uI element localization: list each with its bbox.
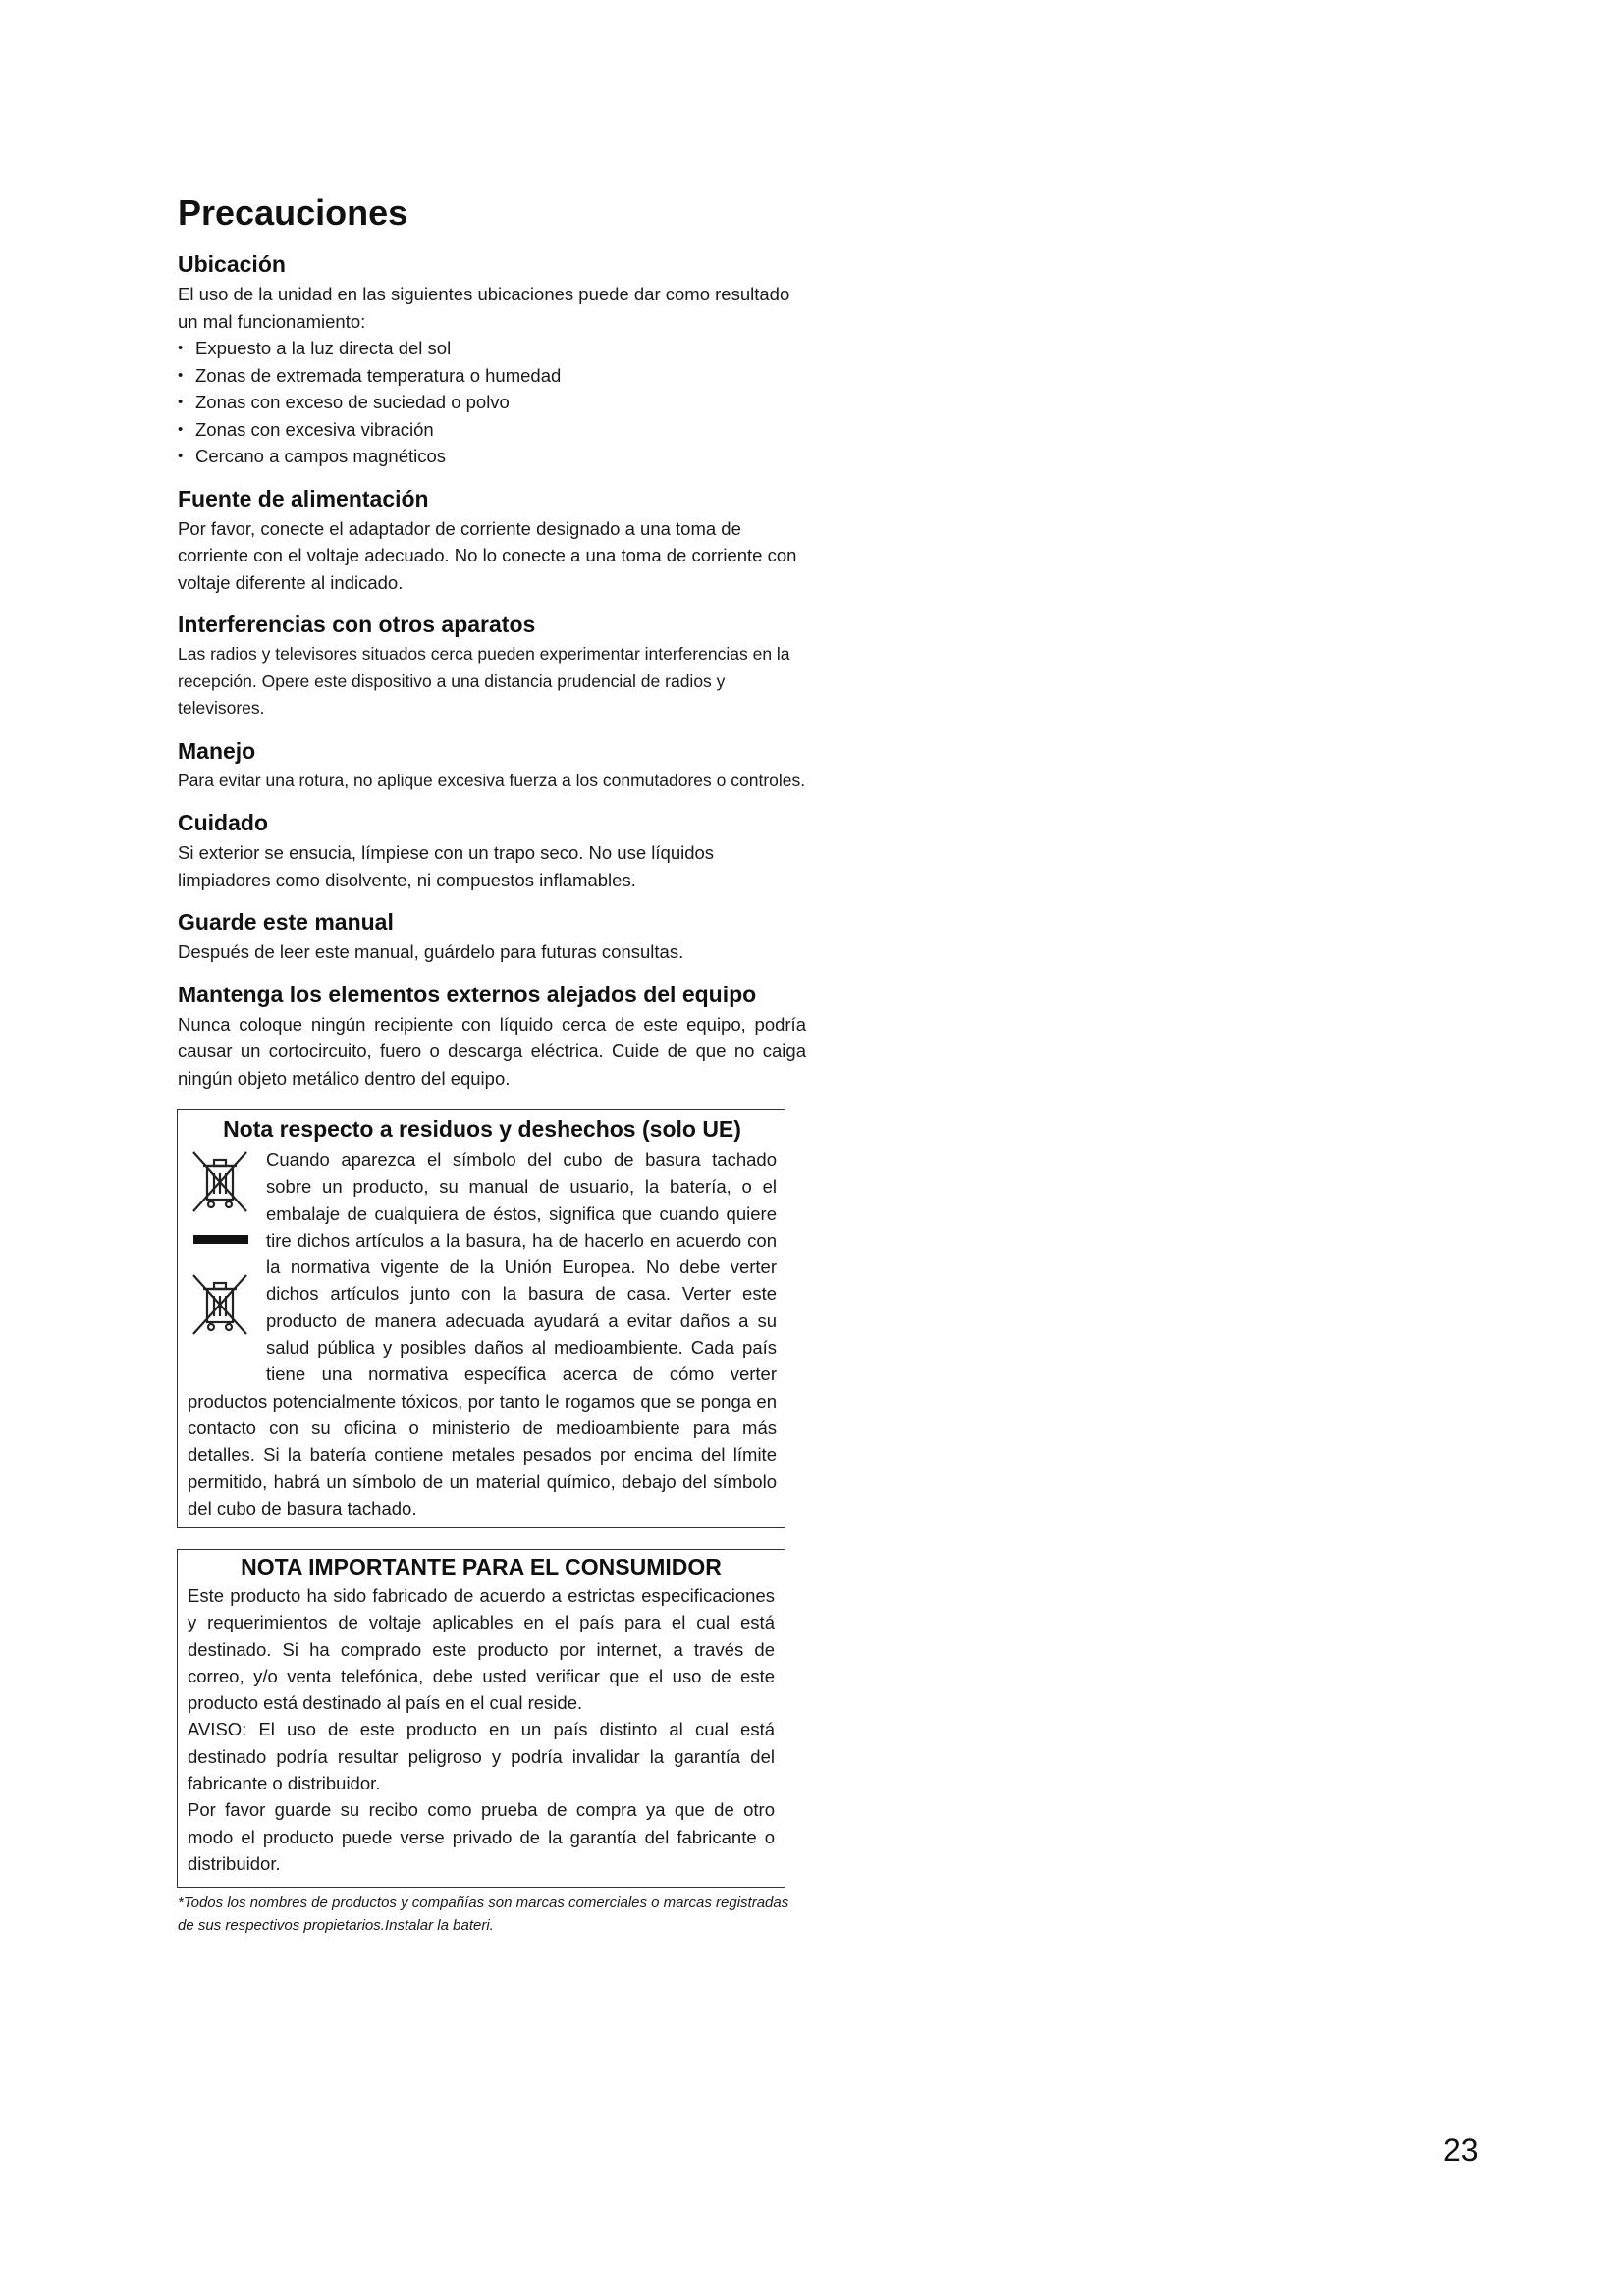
list-item: • Zonas con excesiva vibración: [178, 416, 806, 444]
page-number: 23: [1443, 2132, 1479, 2167]
section-text: Nunca coloque ningún recipiente con líquido cerca de este equipo, podría causar un cortocircuito, fuero o descarga eléctrica. Cuide de que no caiga ningún objeto metálico dentro del equipo.: [178, 1013, 806, 1089]
section-heading: Mantenga los elementos externos alejados del equipo: [178, 981, 757, 1007]
consumer-note-heading: NOTA IMPORTANTE PARA EL CONSUMIDOR: [241, 1554, 722, 1579]
list-item: • Expuesto a la luz directa del sol: [178, 335, 806, 362]
consumer-note-paragraph: Por favor guarde su recibo como prueba de compra ya que de otro modo el producto puede verse privado de la garantía del fabricante o distribuidor.: [188, 1799, 775, 1874]
section-external: [178, 982, 806, 1093]
section-manual: [178, 909, 806, 966]
section-location: [178, 251, 806, 470]
section-care: [178, 810, 806, 893]
weee-icons: [186, 1147, 254, 1364]
section-text: Después de leer este manual, guárdelo para futuras consultas.: [178, 941, 684, 962]
section-interference: [178, 612, 806, 722]
section-handling: [178, 738, 806, 795]
section-heading: Cuidado: [178, 810, 268, 835]
section-heading: Guarde este manual: [178, 909, 394, 934]
section-text: Por favor, conecte el adaptador de corriente designado a una toma de corriente con el voltaje adecuado. No lo conecte a una toma de corriente con voltaje diferente al indicado.: [178, 517, 797, 593]
weee-note-box: [177, 1109, 785, 1528]
weee-note-text: Cuando aparezca el símbolo del cubo de basura tachado sobre un producto, su manual de usuario, la batería, o el embalaje de cualquiera de éstos, significa que cuando quiere tire dichos artículos a la basura, ha de hacerlo en acuerdo con la normativa vigente de la Unión Europea. No debe verter dichos artículos junto con la basura de casa. Verter este producto de manera adecuada ayudará a evitar daños a su salud pública y posibles daños al medioambiente. Cada país tiene una normativa específica acerca de cómo verter productos potencialmente tóxicos, por tanto le rogamos que se ponga en contacto con su oficina o ministerio de medioambiente para más detalles. Si la batería contiene metales pesados por encima del límite permitido, habrá un símbolo de un material químico, debajo del símbolo del cubo de basura tachado.: [188, 1149, 777, 1519]
weee-note-heading: Nota respecto a residuos y deshechos (solo UE): [223, 1116, 741, 1142]
crossed-bin-icon: [186, 1147, 254, 1225]
section-heading: Fuente de alimentación: [178, 485, 429, 511]
location-list: [178, 335, 806, 470]
section-power: [178, 486, 806, 597]
section-heading: Interferencias con otros aparatos: [178, 612, 536, 637]
page-title: Precauciones: [178, 192, 408, 233]
consumer-note-warning: AVISO: El uso de este producto en un país distinto al cual está destinado podría resultar peligroso y podría invalidar la garantía del fabricante o distribuidor.: [188, 1719, 775, 1794]
crossed-bin-chemical-icon: [186, 1269, 254, 1348]
solid-bar-icon: [193, 1235, 248, 1244]
consumer-note-box: [177, 1549, 785, 1888]
section-text: El uso de la unidad en las siguientes ubicaciones puede dar como resultado un mal funcionamiento:: [178, 284, 790, 332]
consumer-note-paragraph: Este producto ha sido fabricado de acuerdo a estrictas especificaciones y requerimientos de voltaje aplicables en el país para el cual está destinado. Si ha comprado este producto por internet, a través de correo, y/o venta telefónica, debe usted verificar que el uso de este producto está destinado al país en el cual reside.: [188, 1585, 775, 1714]
list-item: • Cercano a campos magnéticos: [178, 443, 806, 470]
section-text: Si exterior se ensucia, límpiese con un trapo seco. No use líquidos limpiadores como disolvente, ni compuestos inflamables.: [178, 842, 715, 890]
list-item: • Zonas de extremada temperatura o humedad: [178, 362, 806, 390]
footnote: *Todos los nombres de productos y compañías son marcas comerciales o marcas registradas de sus respectivos propietarios.Instalar la bateri.: [178, 1895, 789, 1934]
list-item: • Zonas con exceso de suciedad o polvo: [178, 389, 806, 416]
section-text: Para evitar una rotura, no aplique excesiva fuerza a los conmutadores o controles.: [178, 770, 806, 790]
section-text: Las radios y televisores situados cerca pueden experimentar interferencias en la recepción. Opere este dispositivo a una distancia prudencial de radios y televisores.: [178, 644, 790, 718]
section-heading: Manejo: [178, 737, 256, 764]
section-heading: Ubicación: [178, 251, 286, 277]
precautions-content: [178, 251, 806, 1107]
